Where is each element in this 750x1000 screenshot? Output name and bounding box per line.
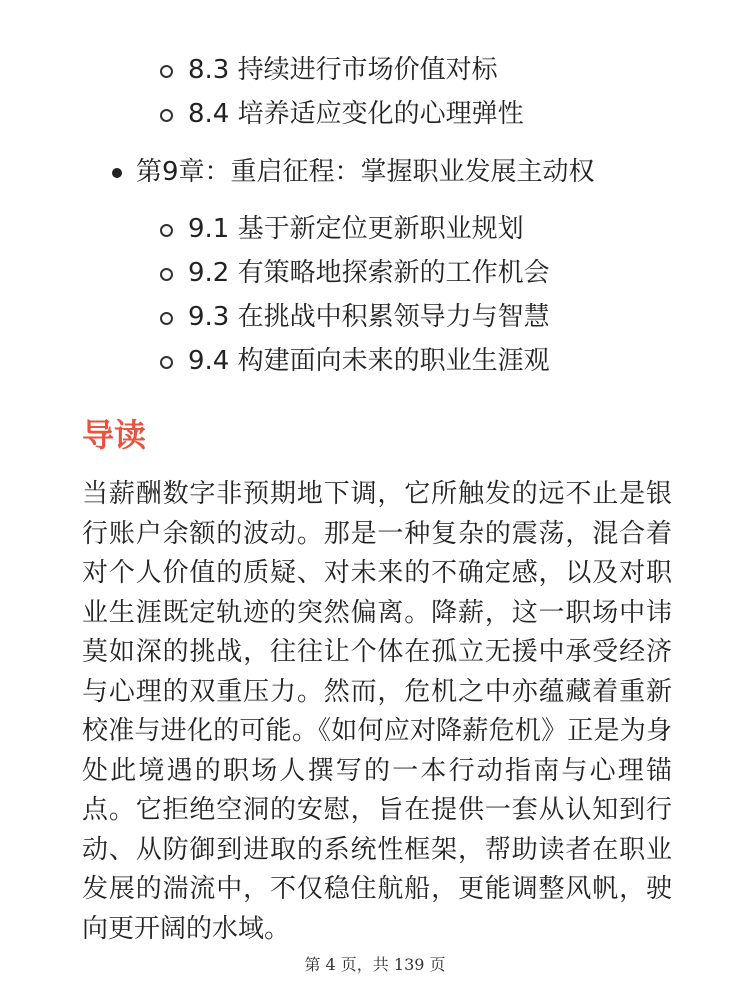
toc-item-label: 9.3 在挑战中积累领导力与智慧: [188, 302, 550, 332]
toc-item-9-2[interactable]: [160, 251, 550, 295]
hollow-bullet-icon: [160, 268, 173, 281]
toc-item-label: 8.4 培养适应变化的心理弹性: [188, 99, 524, 129]
page-number-footer: 第 4 页，共 139 页: [304, 955, 446, 974]
toc-item-8-3[interactable]: [160, 48, 524, 92]
toc-item-9-1[interactable]: [160, 207, 550, 251]
hollow-bullet-icon: [160, 224, 173, 237]
toc-item-9-3[interactable]: [160, 295, 550, 339]
hollow-bullet-icon: [160, 356, 173, 369]
toc-item-8-4[interactable]: [160, 92, 524, 136]
hollow-bullet-icon: [160, 312, 173, 325]
toc-chapter-9[interactable]: [110, 150, 595, 194]
filled-bullet-icon: [112, 168, 122, 178]
toc-sublist-chapter8: [160, 48, 524, 136]
intro-paragraph: 当薪酬数字非预期地下调，它所触发的远不止是银行账户余额的波动。那是一种复杂的震荡，混合着对个人价值的质疑、对未来的不确定感，以及对职业生涯既定轨迹的突然偏离。降薪，这一职场中讳莫如深的挑战，往往让个体在孤立无援中承受经济与心理的双重压力。然而，危机之中亦蕴藏着重新校准与进化的可能。《如何应对降薪危机》正是为身处此境遇的职场人撰写的一本行动指南与心理锚点。它拒绝空洞的安慰，旨在提供一套从认知到行动、从防御到进取的系统性框架，帮助读者在职业发展的湍流中，不仅稳住航船，更能调整风帆，驶向更开阔的水域。: [82, 479, 672, 944]
toc-item-label: 9.4 构建面向未来的职业生涯观: [188, 346, 550, 376]
intro-heading: 导读: [82, 416, 147, 454]
toc-sublist-chapter9: [160, 207, 550, 383]
toc-chapter-label: 第9章：重启征程：掌握职业发展主动权: [136, 157, 595, 187]
toc-item-label: 9.1 基于新定位更新职业规划: [188, 214, 524, 244]
toc-item-9-4[interactable]: [160, 339, 550, 383]
toc-item-label: 8.3 持续进行市场价值对标: [188, 55, 498, 85]
toc-item-label: 9.2 有策略地探索新的工作机会: [188, 258, 550, 288]
hollow-bullet-icon: [160, 65, 173, 78]
hollow-bullet-icon: [160, 109, 173, 122]
